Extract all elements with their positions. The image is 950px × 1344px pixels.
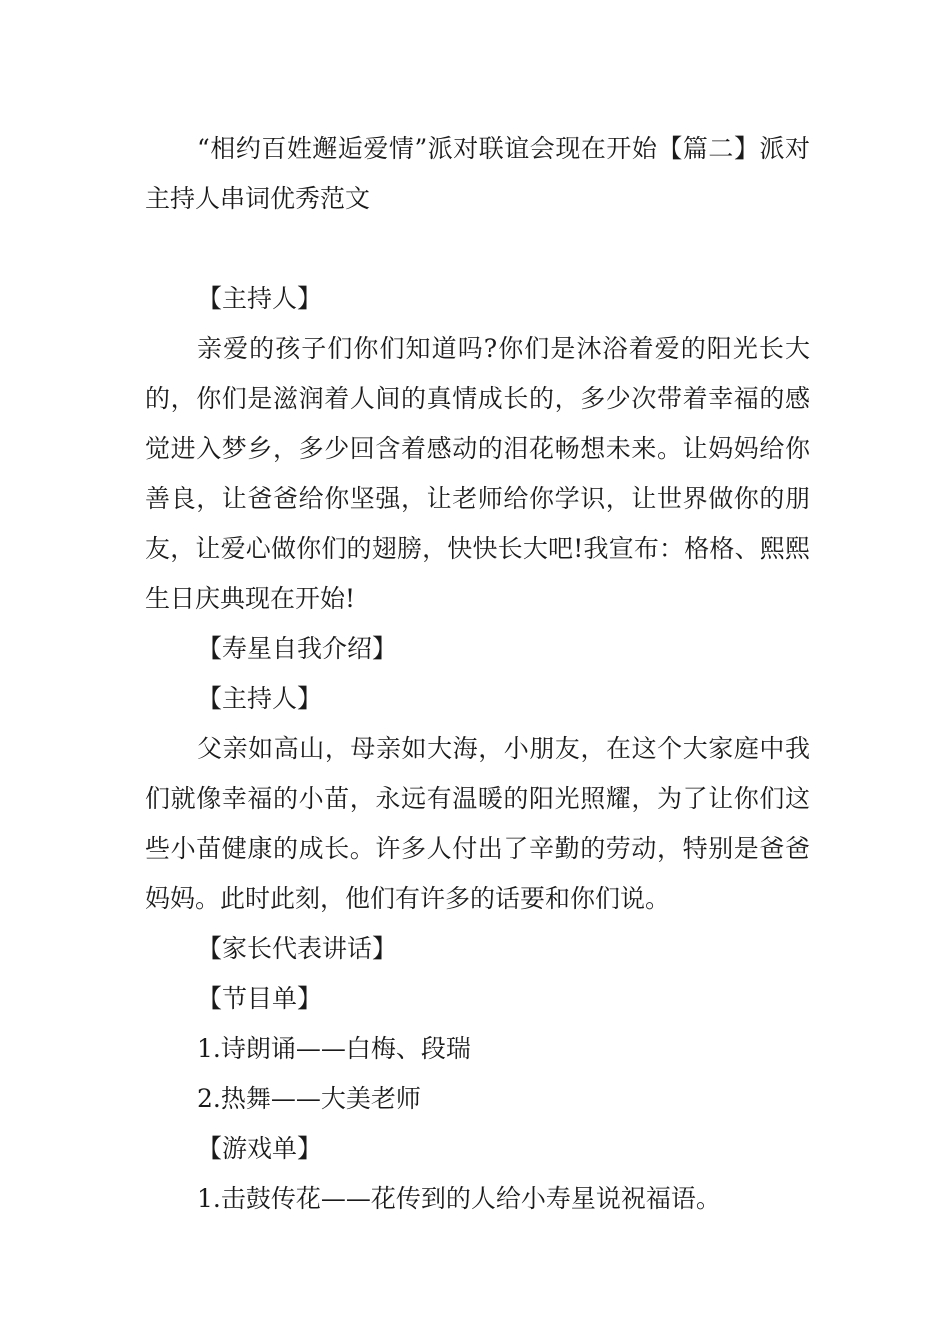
list-item: 1.击鼓传花——花传到的人给小寿星说祝福语。: [197, 1184, 721, 1213]
section-label-game-list: 【游戏单】: [197, 1134, 323, 1163]
section-label-host: 【主持人】: [197, 684, 323, 713]
section-label-self-intro: 【寿星自我介绍】: [197, 634, 398, 663]
section-label-program-list: 【节目单】: [197, 984, 323, 1013]
section-label-parent-speech: 【家长代表讲话】: [197, 934, 398, 963]
list-item: 2.热舞——大美老师: [197, 1084, 421, 1113]
body-paragraph: 父亲如高山，母亲如大海，小朋友，在这个大家庭中我们就像幸福的小苗，永远有温暖的阳光照耀，为了让你们这些小苗健康的成长。许多人付出了辛勤的劳动，特别是爸爸妈妈。此时此刻，他们有许多的话要和你们说。: [145, 734, 810, 913]
body-paragraph: 亲爱的孩子们你们知道吗?你们是沐浴着爱的阳光长大的，你们是滋润着人间的真情成长的，多少次带着幸福的感觉进入梦乡，多少回含着感动的泪花畅想未来。让妈妈给你善良，让爸爸给你坚强，让老师给你学识，让世界做你的朋友，让爱心做你们的翅膀，快快长大吧!我宣布：格格、熙熙生日庆典现在开始!: [145, 334, 810, 613]
list-item: 1.诗朗诵——白梅、段瑞: [197, 1034, 471, 1063]
section-label-host: 【主持人】: [197, 284, 323, 313]
heading-paragraph: “相约百姓邂逅爱情”派对联谊会现在开始【篇二】派对主持人串词优秀范文: [145, 134, 810, 213]
